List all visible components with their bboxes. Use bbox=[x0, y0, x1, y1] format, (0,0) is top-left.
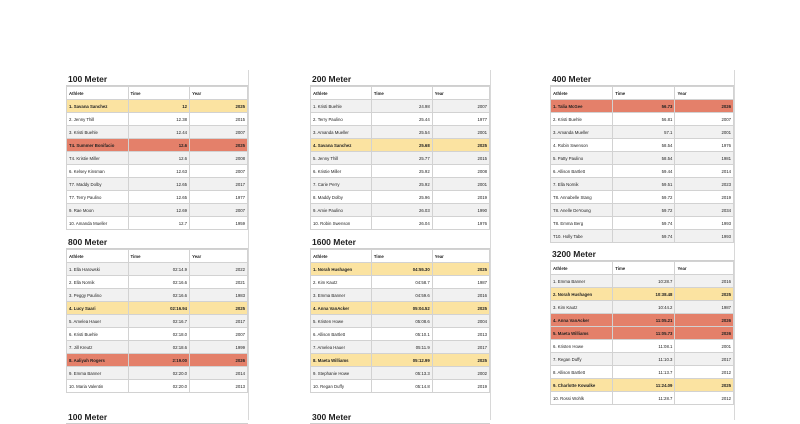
athlete-cell[interactable]: 6. Kristen Howe bbox=[551, 340, 613, 353]
time-cell[interactable]: 02:18.0 bbox=[128, 328, 190, 341]
year-cell[interactable]: 1987 bbox=[432, 276, 489, 289]
table-row bbox=[311, 367, 490, 380]
athlete-cell[interactable]: T10. Holly Tabe bbox=[551, 230, 613, 243]
athlete-cell[interactable]: 7. Jill Kreutz bbox=[67, 341, 129, 354]
athlete-cell[interactable]: 7. Amelea Hauer bbox=[311, 341, 372, 354]
time-cell[interactable]: 05:14.8 bbox=[371, 380, 432, 393]
athlete-cell[interactable]: 4. Lucy Saari bbox=[67, 302, 129, 315]
athlete-cell[interactable]: 4. Savana Sanchez bbox=[311, 139, 372, 152]
year-cell[interactable]: 2008 bbox=[190, 152, 248, 165]
year-cell[interactable]: 2025 bbox=[675, 379, 734, 392]
table-row bbox=[551, 152, 734, 165]
results-table bbox=[550, 261, 734, 405]
year-cell[interactable]: 1981 bbox=[675, 152, 734, 165]
table-row bbox=[67, 152, 248, 165]
table-row bbox=[311, 328, 490, 341]
table-row bbox=[311, 341, 490, 354]
year-cell[interactable]: 2001 bbox=[432, 178, 489, 191]
time-cell[interactable]: 12.44 bbox=[128, 126, 190, 139]
athlete-cell[interactable]: 1. Talia McGee bbox=[551, 100, 613, 113]
time-cell[interactable]: 58.54 bbox=[613, 139, 675, 152]
time-cell[interactable]: 04:55.30 bbox=[371, 263, 432, 276]
year-cell[interactable]: 2026 bbox=[675, 314, 734, 327]
year-cell[interactable]: 2016 bbox=[432, 289, 489, 302]
athlete-cell[interactable]: 10. Regan Duffy bbox=[311, 380, 372, 393]
event-title: 1600 Meter bbox=[310, 235, 490, 249]
year-cell[interactable]: 2013 bbox=[190, 380, 248, 393]
column-gridline bbox=[490, 70, 491, 420]
athlete-cell[interactable]: 2. Kim Kautz bbox=[311, 276, 372, 289]
header-row bbox=[551, 262, 734, 275]
time-cell[interactable]: 59.72 bbox=[613, 204, 675, 217]
column-header-time[interactable]: Time bbox=[371, 250, 432, 263]
year-cell[interactable]: 2007 bbox=[190, 165, 248, 178]
time-cell[interactable]: 25.92 bbox=[371, 178, 432, 191]
athlete-cell[interactable]: 6. Allison Bartlett bbox=[311, 328, 372, 341]
year-cell[interactable]: 2022 bbox=[190, 263, 248, 276]
column-header-year[interactable]: Year bbox=[190, 87, 248, 100]
time-cell[interactable]: 26.04 bbox=[371, 217, 432, 230]
header-row bbox=[551, 87, 734, 100]
athlete-cell[interactable]: 3. Peggy Paulino bbox=[67, 289, 129, 302]
time-cell[interactable]: 02:16.6 bbox=[128, 276, 190, 289]
athlete-cell[interactable]: 10. Robin Swenson bbox=[311, 217, 372, 230]
time-cell[interactable]: 12 bbox=[128, 100, 190, 113]
time-cell[interactable]: 56.73 bbox=[613, 100, 675, 113]
event-title: 100 Meter bbox=[66, 72, 248, 86]
year-cell[interactable]: 2015 bbox=[190, 113, 248, 126]
athlete-cell[interactable]: 3. Kim Kautz bbox=[551, 301, 613, 314]
athlete-cell[interactable]: 9. Emma Banner bbox=[67, 367, 129, 380]
athlete-cell[interactable]: 8. Maddy Dolby bbox=[311, 191, 372, 204]
table-row bbox=[67, 302, 248, 315]
athlete-cell[interactable]: T8. Anelle DeYoung bbox=[551, 204, 613, 217]
athlete-cell[interactable]: 1. Ella Harowski bbox=[67, 263, 129, 276]
athlete-cell[interactable]: 6. Kelsey Kinsman bbox=[67, 165, 129, 178]
table-row bbox=[67, 367, 248, 380]
year-cell[interactable]: 1993 bbox=[675, 230, 734, 243]
table-row bbox=[311, 100, 490, 113]
year-cell[interactable]: 1959 bbox=[190, 217, 248, 230]
table-row bbox=[311, 315, 490, 328]
time-cell[interactable]: 11:05.73 bbox=[613, 327, 675, 340]
year-cell[interactable]: 2016 bbox=[675, 275, 734, 288]
event-title: 3200 Meter bbox=[550, 247, 734, 261]
column-header-time[interactable]: Time bbox=[613, 262, 675, 275]
table-row bbox=[67, 217, 248, 230]
time-cell[interactable]: 02:16.7 bbox=[128, 315, 190, 328]
table-row bbox=[67, 139, 248, 152]
athlete-cell[interactable]: 7. Carie Perry bbox=[311, 178, 372, 191]
table-row bbox=[67, 191, 248, 204]
time-cell[interactable]: 04:59.6 bbox=[371, 289, 432, 302]
table-row bbox=[551, 392, 734, 405]
table-row bbox=[311, 126, 490, 139]
athlete-cell[interactable]: 7. Regan Duffy bbox=[551, 353, 613, 366]
athlete-cell[interactable]: T8. Emma Berg bbox=[551, 217, 613, 230]
year-cell[interactable]: 2007 bbox=[190, 126, 248, 139]
table-row bbox=[67, 380, 248, 393]
event-title: 300 Meter bbox=[310, 410, 490, 424]
time-cell[interactable]: 10:38.48 bbox=[613, 288, 675, 301]
table-row bbox=[311, 263, 490, 276]
year-cell[interactable]: 1990 bbox=[432, 204, 489, 217]
time-cell[interactable]: 12.7 bbox=[128, 217, 190, 230]
year-cell[interactable]: 2019 bbox=[432, 191, 489, 204]
year-cell[interactable]: 2015 bbox=[432, 152, 489, 165]
year-cell[interactable]: 2025 bbox=[190, 100, 248, 113]
year-cell[interactable]: 2001 bbox=[675, 126, 734, 139]
year-cell[interactable]: 2002 bbox=[432, 367, 489, 380]
header-row bbox=[67, 87, 248, 100]
time-cell[interactable]: 25.96 bbox=[371, 191, 432, 204]
athlete-cell[interactable]: 10. Amanda Mueller bbox=[67, 217, 129, 230]
header-row bbox=[67, 250, 248, 263]
year-cell[interactable]: 2017 bbox=[432, 341, 489, 354]
athlete-cell[interactable]: 6. Kristie Miller bbox=[311, 165, 372, 178]
year-cell[interactable]: 2007 bbox=[190, 328, 248, 341]
year-cell[interactable]: 2025 bbox=[190, 302, 248, 315]
year-cell[interactable]: 1976 bbox=[432, 217, 489, 230]
athlete-cell[interactable]: 3. Amanda Mueller bbox=[551, 126, 613, 139]
year-cell[interactable]: 2012 bbox=[675, 392, 734, 405]
year-cell[interactable]: 2025 bbox=[432, 139, 489, 152]
athlete-cell[interactable]: T4. Kristie Miller bbox=[67, 152, 129, 165]
athlete-cell[interactable]: T4. Summer Bonifacio bbox=[67, 139, 129, 152]
column-header-time[interactable]: Time bbox=[128, 250, 190, 263]
time-cell[interactable]: 05:10.1 bbox=[371, 328, 432, 341]
year-cell[interactable]: 2007 bbox=[190, 204, 248, 217]
table-row bbox=[551, 139, 734, 152]
time-cell[interactable]: 25.44 bbox=[371, 113, 432, 126]
year-cell[interactable]: 2025 bbox=[675, 288, 734, 301]
time-cell[interactable]: 12.6 bbox=[128, 139, 190, 152]
time-cell[interactable]: 10:44.2 bbox=[613, 301, 675, 314]
athlete-cell[interactable]: 9. Stephanie Howe bbox=[311, 367, 372, 380]
athlete-cell[interactable]: 10. Maria Valentin bbox=[67, 380, 129, 393]
time-cell[interactable]: 12.65 bbox=[128, 178, 190, 191]
athlete-cell[interactable]: 10. Rossi Wohlk bbox=[551, 392, 613, 405]
table-row bbox=[551, 288, 734, 301]
year-cell[interactable]: 2008 bbox=[432, 165, 489, 178]
table-row bbox=[67, 100, 248, 113]
year-cell[interactable]: 2025 bbox=[432, 354, 489, 367]
year-cell[interactable]: 2001 bbox=[675, 340, 734, 353]
year-cell[interactable]: 2012 bbox=[675, 366, 734, 379]
year-cell[interactable]: 2023 bbox=[675, 178, 734, 191]
table-row bbox=[551, 100, 734, 113]
table-row bbox=[311, 113, 490, 126]
athlete-cell[interactable]: T7. Terry Paulino bbox=[67, 191, 129, 204]
event-title: 200 Meter bbox=[310, 72, 490, 86]
time-cell[interactable]: 25.92 bbox=[371, 165, 432, 178]
time-cell[interactable]: 11:05.21 bbox=[613, 314, 675, 327]
time-cell[interactable]: 59.72 bbox=[613, 191, 675, 204]
year-cell[interactable]: 2026 bbox=[675, 100, 734, 113]
year-cell[interactable]: 2001 bbox=[432, 126, 489, 139]
table-row bbox=[67, 341, 248, 354]
table-row bbox=[67, 276, 248, 289]
time-cell[interactable]: 11:10.3 bbox=[613, 353, 675, 366]
results-table bbox=[310, 86, 490, 230]
athlete-cell[interactable]: 2. Jenny Thill bbox=[67, 113, 129, 126]
time-cell[interactable]: 12.6 bbox=[128, 152, 190, 165]
year-cell[interactable]: 2034 bbox=[675, 204, 734, 217]
athlete-cell[interactable]: 2. Norah Hushagen bbox=[551, 288, 613, 301]
time-cell[interactable]: 58.54 bbox=[613, 152, 675, 165]
time-cell[interactable]: 25.54 bbox=[371, 126, 432, 139]
table-row bbox=[551, 204, 734, 217]
table-row bbox=[551, 366, 734, 379]
results-table bbox=[66, 86, 248, 230]
athlete-cell[interactable]: 9. Amie Paulino bbox=[311, 204, 372, 217]
time-cell[interactable]: 56.81 bbox=[613, 113, 675, 126]
year-cell[interactable]: 2025 bbox=[432, 263, 489, 276]
time-cell[interactable]: 02:16.6 bbox=[128, 289, 190, 302]
year-cell[interactable]: 1999 bbox=[190, 341, 248, 354]
year-cell[interactable]: 2014 bbox=[675, 165, 734, 178]
year-cell[interactable]: 2014 bbox=[190, 367, 248, 380]
athlete-cell[interactable]: 1. Emma Banner bbox=[551, 275, 613, 288]
year-cell[interactable]: 1987 bbox=[675, 301, 734, 314]
record-table-800m bbox=[66, 235, 248, 393]
record-table-200m bbox=[310, 72, 490, 230]
time-cell[interactable]: 57.1 bbox=[613, 126, 675, 139]
record-table-400m bbox=[550, 72, 734, 243]
column-header-athlete[interactable]: Athlete bbox=[67, 250, 129, 263]
athlete-cell[interactable]: 3. Kristi Buehle bbox=[67, 126, 129, 139]
record-table-300m bbox=[310, 410, 490, 424]
record-table-1600m bbox=[310, 235, 490, 393]
table-row bbox=[311, 217, 490, 230]
athlete-cell[interactable]: 4. Robin Swenson bbox=[551, 139, 613, 152]
time-cell[interactable]: 12.69 bbox=[128, 204, 190, 217]
time-cell[interactable]: 59.51 bbox=[613, 178, 675, 191]
athlete-cell[interactable]: 6. Kristi Buehle bbox=[67, 328, 129, 341]
column-header-time[interactable]: Time bbox=[371, 87, 432, 100]
table-row bbox=[67, 354, 248, 367]
athlete-cell[interactable]: 8. Aaliyah Rogers bbox=[67, 354, 129, 367]
athlete-cell[interactable]: 1. Norah Hushagen bbox=[311, 263, 372, 276]
column-header-athlete[interactable]: Athlete bbox=[551, 87, 613, 100]
column-header-athlete[interactable]: Athlete bbox=[551, 262, 613, 275]
time-cell[interactable]: 04:58.7 bbox=[371, 276, 432, 289]
athlete-cell[interactable]: 5. Amelea Hauer bbox=[67, 315, 129, 328]
time-cell[interactable]: 05:11.9 bbox=[371, 341, 432, 354]
year-cell[interactable]: 2026 bbox=[675, 327, 734, 340]
year-cell[interactable]: 2004 bbox=[432, 315, 489, 328]
athlete-cell[interactable]: 1. Kristi Buehle bbox=[311, 100, 372, 113]
table-row bbox=[551, 275, 734, 288]
time-cell[interactable]: 2:19.00 bbox=[128, 354, 190, 367]
athlete-cell[interactable]: 9. Charlotte Kowalke bbox=[551, 379, 613, 392]
table-row bbox=[551, 191, 734, 204]
athlete-cell[interactable]: 5. Patty Paulino bbox=[551, 152, 613, 165]
event-title: 100 Meter bbox=[66, 410, 248, 424]
athlete-cell[interactable]: 5. Kristen Howe bbox=[311, 315, 372, 328]
event-title: 400 Meter bbox=[550, 72, 734, 86]
column-header-year[interactable]: Year bbox=[675, 262, 734, 275]
column-header-year[interactable]: Year bbox=[432, 87, 489, 100]
column-header-year[interactable]: Year bbox=[675, 87, 734, 100]
athlete-cell[interactable]: 9. Rae Moon bbox=[67, 204, 129, 217]
table-row bbox=[67, 263, 248, 276]
table-row bbox=[551, 314, 734, 327]
record-table-3200m bbox=[550, 247, 734, 405]
header-row bbox=[311, 87, 490, 100]
year-cell[interactable]: 2025 bbox=[432, 302, 489, 315]
athlete-cell[interactable]: 1. Savana Sanchez bbox=[67, 100, 129, 113]
year-cell[interactable]: 1977 bbox=[190, 191, 248, 204]
table-row bbox=[67, 289, 248, 302]
athlete-cell[interactable]: 8. Allison Bartlett bbox=[551, 366, 613, 379]
column-header-time[interactable]: Time bbox=[613, 87, 675, 100]
time-cell[interactable]: 02:16.94 bbox=[128, 302, 190, 315]
table-row bbox=[67, 165, 248, 178]
year-cell[interactable]: 2025 bbox=[190, 139, 248, 152]
time-cell[interactable]: 59.74 bbox=[613, 217, 675, 230]
column-header-year[interactable]: Year bbox=[432, 250, 489, 263]
table-row bbox=[551, 379, 734, 392]
table-row bbox=[311, 191, 490, 204]
record-table-100m-b bbox=[66, 410, 248, 424]
table-row bbox=[311, 204, 490, 217]
table-row bbox=[551, 353, 734, 366]
time-cell[interactable]: 11:08.1 bbox=[613, 340, 675, 353]
time-cell[interactable]: 25.68 bbox=[371, 139, 432, 152]
table-row bbox=[311, 380, 490, 393]
table-row bbox=[67, 113, 248, 126]
table-row bbox=[551, 178, 734, 191]
table-row bbox=[67, 204, 248, 217]
column-header-athlete[interactable]: Athlete bbox=[311, 87, 372, 100]
table-row bbox=[311, 152, 490, 165]
column-header-time[interactable]: Time bbox=[128, 87, 190, 100]
year-cell[interactable]: 1983 bbox=[190, 289, 248, 302]
time-cell[interactable]: 59.74 bbox=[613, 230, 675, 243]
time-cell[interactable]: 11:24.09 bbox=[613, 379, 675, 392]
athlete-cell[interactable]: 4. Anna VanAcker bbox=[551, 314, 613, 327]
table-row bbox=[551, 165, 734, 178]
time-cell[interactable]: 12.38 bbox=[128, 113, 190, 126]
year-cell[interactable]: 2007 bbox=[675, 113, 734, 126]
column-gridline bbox=[734, 70, 735, 420]
time-cell[interactable]: 05:08.6 bbox=[371, 315, 432, 328]
table-row bbox=[67, 328, 248, 341]
table-row bbox=[551, 340, 734, 353]
athlete-cell[interactable]: 5. Jenny Thill bbox=[311, 152, 372, 165]
results-table bbox=[66, 249, 248, 393]
year-cell[interactable]: 2026 bbox=[190, 354, 248, 367]
table-row bbox=[311, 139, 490, 152]
year-cell[interactable]: 2019 bbox=[675, 191, 734, 204]
year-cell[interactable]: 2013 bbox=[432, 328, 489, 341]
athlete-cell[interactable]: 2. Kristi Buehle bbox=[551, 113, 613, 126]
athlete-cell[interactable]: 2. Terry Paulino bbox=[311, 113, 372, 126]
athlete-cell[interactable]: 3. Emma Banner bbox=[311, 289, 372, 302]
time-cell[interactable]: 02:20.0 bbox=[128, 380, 190, 393]
table-row bbox=[311, 276, 490, 289]
time-cell[interactable]: 24.98 bbox=[371, 100, 432, 113]
table-row bbox=[551, 301, 734, 314]
table-row bbox=[551, 327, 734, 340]
table-row bbox=[311, 354, 490, 367]
column-gridline bbox=[248, 70, 249, 420]
year-cell[interactable]: 2017 bbox=[190, 178, 248, 191]
time-cell[interactable]: 10:28.7 bbox=[613, 275, 675, 288]
year-cell[interactable]: 2019 bbox=[432, 380, 489, 393]
time-cell[interactable]: 11:13.7 bbox=[613, 366, 675, 379]
event-title: 800 Meter bbox=[66, 235, 248, 249]
column-header-athlete[interactable]: Athlete bbox=[311, 250, 372, 263]
table-row bbox=[551, 217, 734, 230]
time-cell[interactable]: 25.77 bbox=[371, 152, 432, 165]
table-row bbox=[551, 113, 734, 126]
year-cell[interactable]: 2017 bbox=[675, 353, 734, 366]
table-row bbox=[311, 302, 490, 315]
table-row bbox=[551, 126, 734, 139]
time-cell[interactable]: 12.65 bbox=[128, 191, 190, 204]
header-row bbox=[311, 250, 490, 263]
results-table bbox=[310, 249, 490, 393]
table-row bbox=[311, 178, 490, 191]
year-cell[interactable]: 2007 bbox=[432, 100, 489, 113]
table-row bbox=[551, 230, 734, 243]
table-row bbox=[67, 315, 248, 328]
table-row bbox=[311, 289, 490, 302]
athlete-cell[interactable]: 3. Amanda Mueller bbox=[311, 126, 372, 139]
time-cell[interactable]: 02:18.6 bbox=[128, 341, 190, 354]
athlete-cell[interactable]: 5. Maeta Williams bbox=[551, 327, 613, 340]
table-row bbox=[67, 178, 248, 191]
year-cell[interactable]: 1977 bbox=[432, 113, 489, 126]
time-cell[interactable]: 02:20.0 bbox=[128, 367, 190, 380]
record-table-100m-a bbox=[66, 72, 248, 230]
athlete-cell[interactable]: T8. Annabelle Stang bbox=[551, 191, 613, 204]
table-row bbox=[311, 165, 490, 178]
column-header-athlete[interactable]: Athlete bbox=[67, 87, 129, 100]
athlete-cell[interactable]: T7. Maddy Dolby bbox=[67, 178, 129, 191]
time-cell[interactable]: 12.63 bbox=[128, 165, 190, 178]
time-cell[interactable]: 59.44 bbox=[613, 165, 675, 178]
time-cell[interactable]: 05:12.99 bbox=[371, 354, 432, 367]
athlete-cell[interactable]: 4. Anna VanAcker bbox=[311, 302, 372, 315]
athlete-cell[interactable]: 2. Ella Nornik bbox=[67, 276, 129, 289]
athlete-cell[interactable]: 7. Ella Nornik bbox=[551, 178, 613, 191]
time-cell[interactable]: 11:28.7 bbox=[613, 392, 675, 405]
time-cell[interactable]: 05:13.3 bbox=[371, 367, 432, 380]
time-cell[interactable]: 26.03 bbox=[371, 204, 432, 217]
athlete-cell[interactable]: 8. Maeta Williams bbox=[311, 354, 372, 367]
athlete-cell[interactable]: 6. Allison Bartlett bbox=[551, 165, 613, 178]
time-cell[interactable]: 02:14.9 bbox=[128, 263, 190, 276]
year-cell[interactable]: 2017 bbox=[190, 315, 248, 328]
time-cell[interactable]: 05:04.52 bbox=[371, 302, 432, 315]
year-cell[interactable]: 1993 bbox=[675, 217, 734, 230]
year-cell[interactable]: 1976 bbox=[675, 139, 734, 152]
table-row bbox=[67, 126, 248, 139]
year-cell[interactable]: 2021 bbox=[190, 276, 248, 289]
results-table bbox=[550, 86, 734, 243]
column-header-year[interactable]: Year bbox=[190, 250, 248, 263]
